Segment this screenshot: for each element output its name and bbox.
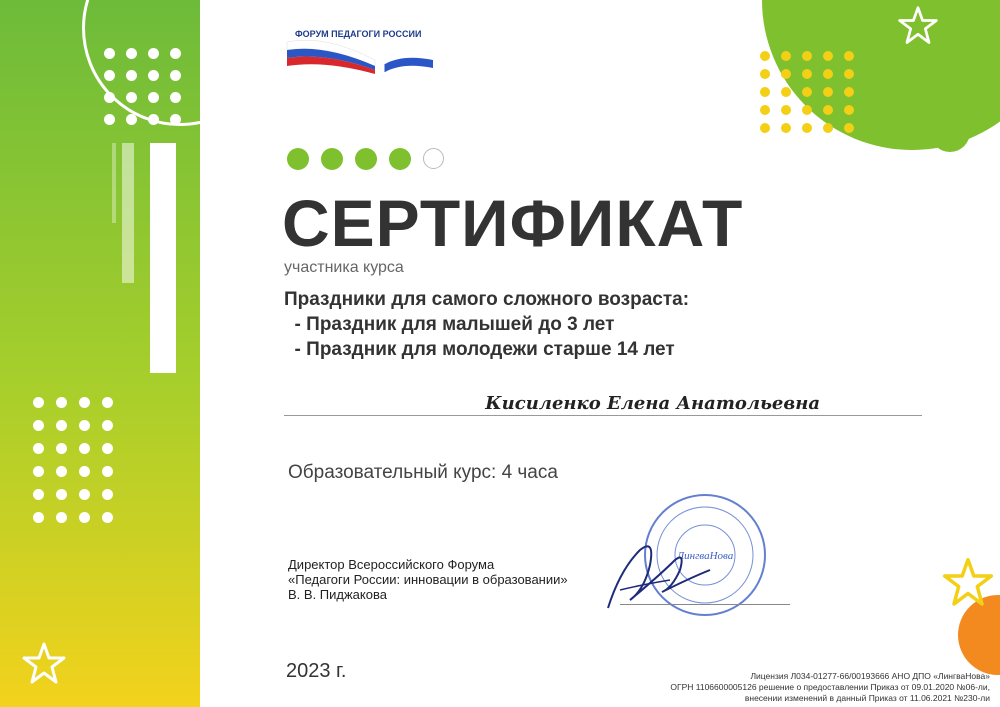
decorative-dot — [148, 48, 159, 59]
decorative-dot — [126, 70, 137, 81]
signature-icon — [600, 530, 720, 615]
certificate-title: СЕРТИФИКАТ — [282, 186, 744, 260]
star-outline-icon — [20, 640, 68, 688]
signature-line — [620, 604, 790, 605]
decorative-dot — [79, 489, 90, 500]
decorative-bar — [122, 143, 134, 283]
decorative-green-circle — [930, 112, 970, 152]
license-line: внесении изменений в данный Приказ от 11.06.2021 №230-ли — [744, 693, 990, 703]
decorative-dot — [79, 420, 90, 431]
decorative-dot — [102, 443, 113, 454]
star-outline-icon — [896, 4, 940, 48]
decorative-dot — [126, 114, 137, 125]
decorative-dot — [170, 92, 181, 103]
decorative-dot — [33, 397, 44, 408]
decorative-dot — [781, 69, 791, 79]
decorative-dot — [79, 466, 90, 477]
decorative-dot — [148, 70, 159, 81]
decorative-dot — [823, 123, 833, 133]
decorative-dot — [33, 466, 44, 477]
course-item: - Праздник для молодежи старше 14 лет — [284, 339, 675, 360]
decorative-dot — [148, 114, 159, 125]
decorative-dot — [844, 105, 854, 115]
decorative-dot — [802, 87, 812, 97]
decorative-dot — [102, 512, 113, 523]
decorative-dot — [79, 443, 90, 454]
decorative-dot — [56, 512, 67, 523]
progress-dot-filled — [321, 148, 343, 170]
decorative-dot — [79, 397, 90, 408]
decorative-dot — [760, 105, 770, 115]
decorative-dot — [102, 397, 113, 408]
left-gradient-panel — [0, 0, 200, 707]
stamp-center-text: ЛингваНова — [676, 550, 734, 562]
decorative-dot — [760, 69, 770, 79]
decorative-dot — [33, 489, 44, 500]
decorative-dot — [844, 123, 854, 133]
decorative-ring — [82, 0, 200, 126]
certificate-subtitle: участника курса — [284, 259, 404, 276]
decorative-dot — [56, 397, 67, 408]
decorative-dot — [56, 443, 67, 454]
decorative-dot — [79, 512, 90, 523]
decorative-dot — [148, 92, 159, 103]
decorative-dot — [760, 51, 770, 61]
decorative-dot — [56, 466, 67, 477]
decorative-dot — [844, 51, 854, 61]
director-name: В. В. Пиджакова — [288, 587, 387, 602]
decorative-dot — [33, 420, 44, 431]
progress-dot-filled — [287, 148, 309, 170]
decorative-dot — [844, 87, 854, 97]
decorative-dot — [104, 114, 115, 125]
director-title: Директор Всероссийского Форума — [288, 557, 495, 572]
decorative-dot — [104, 48, 115, 59]
decorative-dot — [170, 114, 181, 125]
decorative-dot — [823, 51, 833, 61]
decorative-bar — [112, 143, 116, 223]
decorative-dot — [802, 69, 812, 79]
decorative-dot — [104, 70, 115, 81]
star-outline-icon — [940, 555, 996, 611]
decorative-dot — [760, 87, 770, 97]
decorative-dot — [823, 69, 833, 79]
decorative-dot — [170, 70, 181, 81]
decorative-dot — [33, 512, 44, 523]
decorative-dot — [126, 92, 137, 103]
license-line: ОГРН 1106600005126 решение о предоставлении Приказ от 09.01.2020 №06-ли, — [670, 682, 990, 692]
decorative-dot — [823, 105, 833, 115]
decorative-dot — [104, 92, 115, 103]
decorative-dot — [102, 420, 113, 431]
forum-logo — [285, 26, 440, 74]
logo-text: ФОРУМ ПЕДАГОГИ РОССИИ — [295, 29, 422, 39]
decorative-dot — [126, 48, 137, 59]
decorative-dot — [56, 489, 67, 500]
education-hours: Образовательный курс: 4 часа — [288, 462, 558, 483]
decorative-dot — [102, 466, 113, 477]
decorative-bar — [150, 143, 176, 373]
progress-dot-empty — [423, 148, 444, 169]
decorative-dot — [170, 48, 181, 59]
decorative-dot — [802, 51, 812, 61]
decorative-dot — [802, 123, 812, 133]
progress-dot-filled — [389, 148, 411, 170]
decorative-dot — [56, 420, 67, 431]
certificate-year: 2023 г. — [286, 660, 347, 682]
name-underline — [284, 415, 922, 416]
participant-name: Кисиленко Елена Анатольевна — [485, 393, 820, 414]
decorative-dot — [33, 443, 44, 454]
director-organization: «Педагоги России: инновации в образовании» — [288, 572, 568, 587]
decorative-dot — [760, 123, 770, 133]
license-line: Лицензия Л034-01277-66/00193666 АНО ДПО «ЛингваНова» — [750, 671, 990, 681]
decorative-dot — [102, 489, 113, 500]
decorative-dot — [802, 105, 812, 115]
decorative-dot — [781, 51, 791, 61]
course-title: Праздники для самого сложного возраста: — [284, 289, 690, 310]
decorative-dot — [781, 87, 791, 97]
decorative-dot — [781, 123, 791, 133]
decorative-dot — [781, 105, 791, 115]
progress-dot-filled — [355, 148, 377, 170]
course-item: - Праздник для малышей до 3 лет — [284, 314, 615, 335]
decorative-dot — [844, 69, 854, 79]
decorative-dot — [823, 87, 833, 97]
